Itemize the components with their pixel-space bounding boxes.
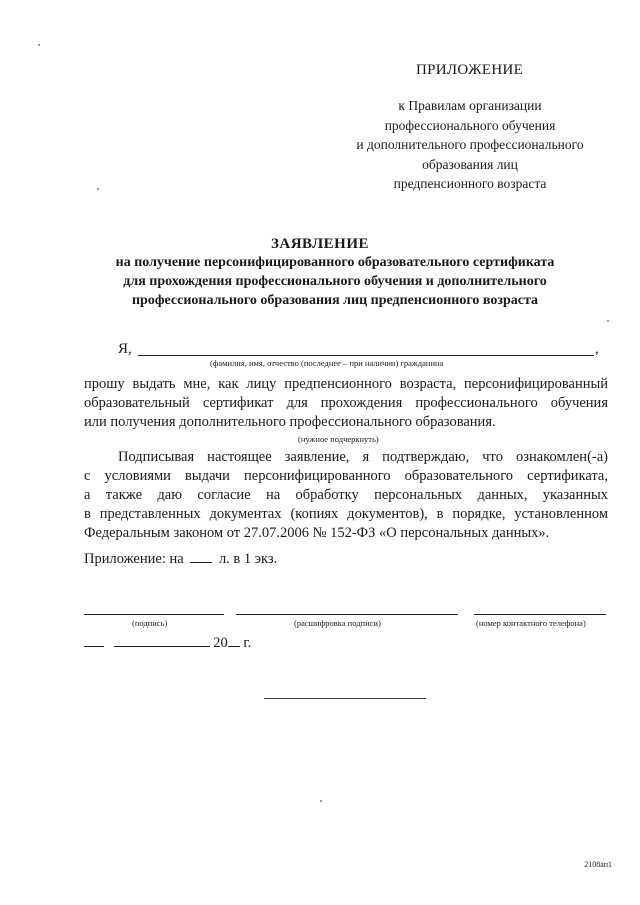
attachment-line: [84, 551, 277, 568]
date-year-field[interactable]: [228, 646, 240, 647]
appendix-line: к Правилам организации: [398, 98, 542, 113]
request-paragraph: [84, 375, 608, 432]
signature-field[interactable]: [84, 614, 224, 615]
consent-line: в представленных документах (копиях документов), в порядке, установленном: [84, 506, 608, 522]
request-hint: (нужное подчеркнуть): [298, 434, 379, 444]
appendix-line: предпенсионного возраста: [393, 176, 547, 191]
consent-line: с условиями выдачи персонифицированного образовательного сертификата,: [84, 468, 608, 484]
separator-line: [264, 698, 426, 699]
date-day-field[interactable]: [84, 646, 104, 647]
date-month-field[interactable]: [114, 646, 210, 647]
subtitle-line: на получение персонифицированного образовательного сертификата: [115, 255, 555, 270]
date-line: [84, 635, 251, 652]
applicant-hint: (фамилия, имя, отчество (последнее – при наличии) гражданина: [210, 358, 444, 368]
applicant-name-field[interactable]: [138, 355, 594, 356]
signature-decoding-hint: (расшифровка подписи): [294, 618, 381, 628]
consent-paragraph: [84, 448, 608, 543]
appendix-line: образования лиц: [422, 156, 518, 172]
attachment-prefix: Приложение: на: [84, 551, 184, 567]
date-year-prefix: 20: [213, 635, 228, 651]
request-line: прошу выдать мне, как лицу предпенсионного возраста, персонифицированный: [84, 376, 608, 392]
signature-hint: (подпись): [132, 618, 168, 628]
document-code: 2108ап1: [584, 860, 612, 869]
document-subtitle: [80, 253, 590, 310]
applicant-prefix: Я,: [118, 341, 132, 357]
appendix-line: и дополнительного профессионального: [356, 137, 584, 152]
scan-speck: [38, 44, 40, 46]
consent-line: Подписывая настоящее заявление, я подтверждаю, что ознакомлен(-а): [118, 449, 608, 465]
appendix-title: ПРИЛОЖЕНИЕ: [416, 62, 524, 78]
appendix-reference: [300, 96, 640, 194]
applicant-suffix: ,: [595, 341, 599, 357]
date-year-suffix: г.: [243, 635, 252, 651]
signature-decoding-field[interactable]: [236, 614, 458, 615]
subtitle-line: профессионального образования лиц предпенсионного возраста: [131, 293, 539, 308]
scan-speck: [97, 188, 99, 190]
appendix-line: профессионального обучения: [384, 117, 556, 133]
scan-speck: [607, 320, 609, 322]
request-line: или получения дополнительного профессионального образования.: [84, 414, 496, 430]
subtitle-line: для прохождения профессионального обучения и дополнительного: [123, 274, 547, 289]
attachment-pages-field[interactable]: [190, 562, 212, 563]
phone-field[interactable]: [474, 614, 606, 615]
document-title: ЗАЯВЛЕНИЕ: [270, 236, 370, 252]
consent-line: а также даю согласие на обработку персональных данных, указанных: [84, 487, 608, 503]
consent-line: Федеральным законом от 27.07.2006 № 152-ФЗ «О персональных данных».: [84, 525, 550, 541]
scan-speck: [320, 800, 322, 802]
request-line: образовательный сертификат для прохождения профессионального обучения: [84, 395, 608, 411]
attachment-suffix: л. в 1 экз.: [218, 551, 278, 567]
phone-hint: (номер контактного телефона): [476, 618, 586, 628]
